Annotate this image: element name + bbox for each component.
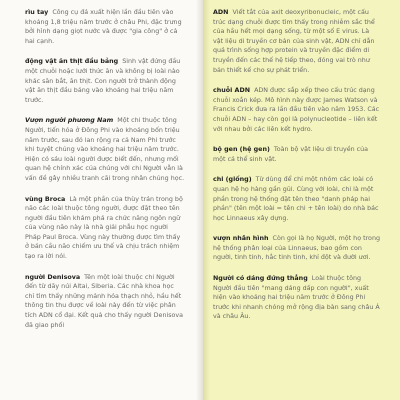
glossary-entry-broca-area xyxy=(25,195,185,262)
glossary-entry-denisovan xyxy=(25,273,185,331)
glossary-definition: Toàn bộ vật liệu di truyền của một cá thể sinh vật. xyxy=(213,146,369,163)
glossary-term: vượn nhân hình xyxy=(213,235,269,243)
glossary-definition: Một chi thuộc tông Người, tiến hóa ở Đông Phi vào khoảng bốn triệu năm trước, sau đó lan rộng ra cả Nam Phi trước khi tuyệt chủng vào khoảng hai triệu năm trước. Hiện có sáu loài người được biết đến, nhưng mối quan hệ chính xác của chúng với chi Người vẫn là vấn đề gây nhiều tranh cãi trong nhân chủng học. xyxy=(25,117,185,182)
glossary-term: rìu tay xyxy=(25,9,49,16)
glossary-entry-apex-predator xyxy=(25,57,185,105)
glossary-entry-dna-strand xyxy=(213,86,381,134)
page-gutter-shadow xyxy=(196,0,210,400)
glossary-entry-hominid xyxy=(213,234,381,263)
glossary-entry-dna xyxy=(213,8,381,75)
right-glossary-column xyxy=(213,8,381,333)
glossary-definition: Loài thuộc tông Người đầu tiên "mang dáng dấp con người", xuất hiện vào khoảng hai triệu năm trước ở Đông Phi trước khi nhanh chóng mở rộng địa bàn sang châu Á và châu Âu. xyxy=(213,275,380,321)
glossary-definition: Còn gọi là họ Người, một họ trong hệ thống phân loại của Linnaeus, bao gồm con người, tinh tinh, hắc tinh tinh, khỉ đột và đười ươi. xyxy=(213,235,380,262)
glossary-definition: Công cụ đá xuất hiện lần đầu tiên vào khoảng 1,8 triệu năm trước ở châu Phi, đặc trưng bởi hình dạng giọt nước và được "gia công" ở cả hai cạnh. xyxy=(25,9,182,45)
glossary-entry-homo-erectus xyxy=(213,274,381,322)
glossary-term: vùng Broca xyxy=(25,195,66,203)
glossary-definition: Là một phần của thùy trán trong bộ não các loài thuộc tông người, được đặt theo tên người đầu tiên khám phá ra chức năng ngôn ngữ của vùng não này là nhà giải phẫu học người Pháp Paul Broca. Vùng này thường được tìm thấy ở bán cầu não chiếm ưu thế và chịu trách nhiệm tạo ra lời nói. xyxy=(25,195,183,261)
left-glossary-column xyxy=(25,8,185,341)
glossary-entry-genus xyxy=(213,175,381,223)
glossary-term: Vượn người phương Nam xyxy=(25,117,114,125)
right-page xyxy=(203,0,400,400)
glossary-entry-australopithecus xyxy=(25,116,185,183)
glossary-term: động vật ăn thịt đầu bảng xyxy=(25,58,119,66)
glossary-term: chi (giống) xyxy=(213,176,252,184)
glossary-definition: Viết tắt của axit deoxyribonucleic, một cấu trúc dạng chuỗi được tìm thấy trong nhiễm sắc thể của hầu hết mọi dạng sống, từ một số E virus. Là vật liệu di truyền cơ bản của sinh vật, ADN chỉ dẫn quá trình sống hợp protein và truyền đặc điểm di truyền đến các thế hệ tiếp theo, đóng vai trò như bản thiết kế cho sự phát triển. xyxy=(213,9,375,74)
glossary-term: bộ gen (hệ gen) xyxy=(213,146,270,154)
glossary-term: ADN xyxy=(213,9,229,16)
glossary-term: người Denisova xyxy=(25,273,81,281)
glossary-definition: Từ dùng để chỉ một nhóm các loài có quan hệ họ hàng gần gũi. Cùng với loài, chi là một phần trong hệ thống đặt tên theo "danh pháp hai phần" (tên một loài = tên chi + tên loài) do nhà bác học Linnaeus xây dựng. xyxy=(213,176,379,222)
glossary-definition: Sinh vật đứng đầu một chuỗi hoặc lưới thức ăn và không bị loài nào khác săn bắt, ăn thịt. Con người trở thành động vật ăn thịt đầu bảng vào khoảng hai triệu năm trước. xyxy=(25,58,181,104)
glossary-term: chuỗi ADN xyxy=(213,87,251,95)
glossary-definition: ADN được sắp xếp theo cấu trúc dạng chuỗi xoắn kép. Mô hình này được James Watson và Francis Crick đưa ra lần đầu tiên vào năm 1953. Các chuỗi ADN – hay còn gọi là polynucleotide – liên kết với nhau bởi các liên kết hydro. xyxy=(213,87,380,133)
glossary-entry-genome xyxy=(213,145,381,164)
glossary-entry-hand-axe xyxy=(25,8,185,46)
glossary-definition: Tên một loài thuộc chi Người đến từ dãy núi Altai, Siberia. Các nhà khoa học chỉ tìm thấy những mảnh hóa thạch nhỏ, hầu hết thông tin thu được về loài này đến từ việc phân tích ADN cổ đại. Kết quả cho thấy người Denisova đã giao phối xyxy=(25,273,184,329)
glossary-term: Người có dáng đứng thẳng xyxy=(213,275,308,283)
